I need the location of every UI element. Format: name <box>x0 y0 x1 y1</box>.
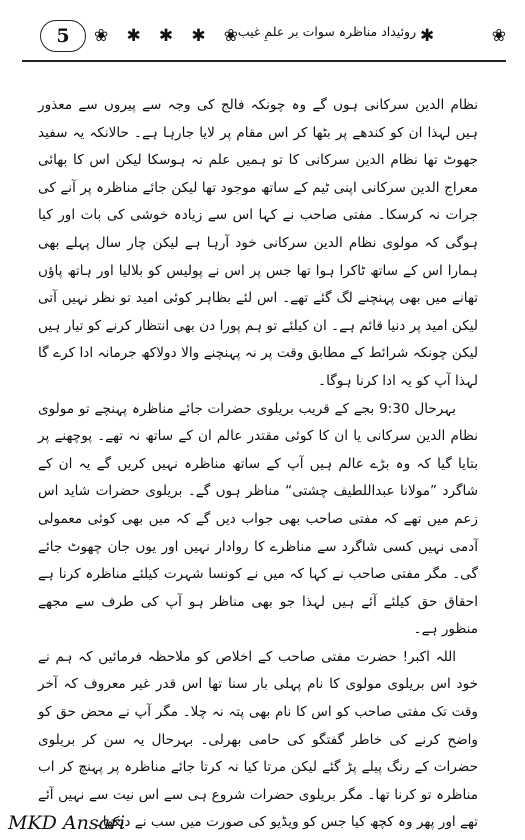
body-paragraph: اللہ اکبر! حضرت مفتی صاحب کے اخلاص کو ملاحظہ فرمائیں کہ ہم نے خود اس بریلوی مولوی کا نام پہلی بار سنا تھا اس قدر غیر معروف کہ آخر وقت تک مفتی صاحب کو اس کا نام بھی پتہ نہ چلا۔ مگر آپ نے محض حق کو واضح کرنے کی خاطر گفتگو کی حامی بھرلی۔ بہرحال یہ سن کر بریلوی حضرات کے رنگ پیلے پڑ گئے لیکن مرتا کیا نہ کرتا جائے مناظرہ پر پہنچ کر اب مناظرہ تو کرنا تھا۔ مگر بریلوی حضرات شروع ہی سے اس نیت سے نہیں آئے تھے اور پھر وہ کچھ کیا جس کو ویڈیو کی صورت میں سب نے دیکھا۔ <box>38 648 478 831</box>
star-ornament-icon: ✱ <box>126 26 142 46</box>
flower-ornament-icon: ❀ <box>94 26 110 46</box>
signature-image <box>4 808 204 836</box>
star-ornament-icon: ✱ <box>191 26 207 46</box>
running-title: روئیداد مناظرہ سوات بر علمِ غیب <box>237 24 417 39</box>
body-paragraph: بہرحال 9:30 بجے کے قریب بریلوی حضرات جائے مناظرہ پہنچے تو مولوی نظام الدین سرکانی یا ان کا کوئی مقتدر عالم ان کے ساتھ نہ تھے۔ پوچھنے پر بتایا گیا کہ وہ بڑے عالم ہیں آپ کے ساتھ مناظرہ نہیں کریں گے یہ ان کے شاگرد ”مولانا عبداللطیف چشتی“ مناظر ہوں گے۔ بریلوی حضرات شاید اس زعم میں تھے کہ مفتی صاحب بھی جواب دیں گے کہ میں بھی کوئی معمولی آدمی نہیں کسی شاگرد سے مناظرے کا روادار نہیں اور یوں جان چھوٹ جائے گی۔ مگر مفتی صاحب نے کہا کہ میں نے کونسا شہرت کیلئے مناظرہ کرنا ہے احقاق حق کیلئے آئے ہیں لہذا جو بھی مناظر ہو آپ کی طرف سے مجھے منظور ہے۔ <box>38 400 478 638</box>
header-ornaments-left <box>94 24 239 48</box>
signature-watermark <box>4 808 204 836</box>
header-ornaments-right <box>420 24 506 48</box>
signature-text: MKD Ansari <box>8 812 126 834</box>
header-divider <box>22 60 506 62</box>
page-header <box>22 16 506 62</box>
body-paragraph: نظام الدین سرکانی ہوں گے وہ چونکہ فالج کی وجہ سے پیروں سے معذور ہیں لہذا ان کو کندھے پر بٹھا کر اس مقام پر لایا جارہا ہے۔ حالانکہ یہ سفید جھوٹ تھا نظام الدین سرکانی کا تو ہمیں علم نہ ہوسکا لیکن اس کا بھائی معراج الدین سرکانی اپنی ٹیم کے ساتھ موجود تھا لیکن جائے مناظرہ پر آنے کی جرات نہ کرسکا۔ مفتی صاحب نے کہا اس سے زیادہ خوشی کی بات اور کیا ہوگی کہ مولوی نظام الدین سرکانی خود آرہا ہے لیکن چار سال پہلے بھی ہمارا اس کے ساتھ ٹاکرا ہوا تھا جس پر اس نے پولیس کو بلالیا اور ہاتھ پاؤں تھانے میں بھی پہنچنے لگ گئے تھے۔ اس لئے بظاہر کوئی امید تو نظر نہیں آتی لیکن امید پر دنیا قائم ہے۔ ان کیلئے تو ہم پورا دن بھی انتظار کرنے کو تیار ہیں لیکن چونکہ شرائط کے مطابق وقت پر نہ پہنچنے والا دولاکھ جرمانہ ادا کرے گا لہذا آپ کو یہ ادا کرنا ہوگا۔ <box>38 97 478 389</box>
star-ornament-icon: ✱ <box>420 26 435 46</box>
flower-ornament-icon: ❀ <box>223 26 239 46</box>
star-ornament-icon: ✱ <box>158 26 175 46</box>
page-number: 5 <box>40 20 86 52</box>
flower-ornament-icon: ❀ <box>491 26 506 46</box>
